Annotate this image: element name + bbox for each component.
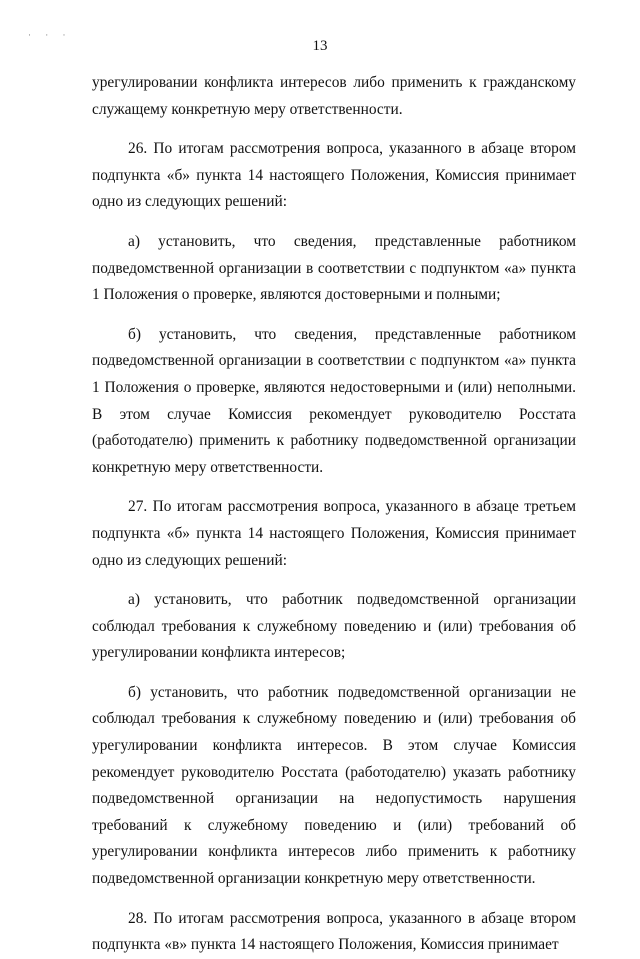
scan-artifact-icon: · · · [28,30,72,40]
paragraph-27-b: б) установить, что работник подведомственной организации не соблюдал требования к служебному поведению и (или) требования об урегулировании конфликта интересов. В этом случае Комиссия рекомендует руководителю Росстата (работодателю) указать работнику подведомственной организации на недопустимость нарушения требований к служебному поведению и (или) требований об урегулировании конфликта интересов либо применить к работнику подведомственной организации конкретную меру ответственности. [92,683,576,888]
paragraph-continuation: урегулировании конфликта интересов либо применить к гражданскому служащему конкретную меру ответственности. [92,74,576,118]
paragraph-28: 28. По итогам рассмотрения вопроса, указанного в абзаце втором подпункта «в» пункта 14 настоящего Положения, Комиссия принимает [92,909,576,954]
page-number: 13 [312,38,328,54]
paragraph-26-b: б) установить, что сведения, представленные работником подведомственной организации в соответствии с подпунктом «а» пункта 1 Положения о проверке, являются недостоверными и (или) неполными. В этом случае Комиссия рекомендует руководителю Росстата (работодателю) применить к работнику подведомственной организации конкретную меру ответственности. [92,325,576,476]
paragraph-26: 26. По итогам рассмотрения вопроса, указанного в абзаце втором подпункта «б» пункта 14 настоящего Положения, Комиссия принимает одно из следующих решений: [92,140,576,211]
document-body [92,70,576,959]
paragraph-27: 27. По итогам рассмотрения вопроса, указанного в абзаце третьем подпункта «б» пункта 14 настоящего Положения, Комиссия принимает одно из следующих решений: [92,498,576,569]
paragraph-26-a: а) установить, что сведения, представленные работником подведомственной организации в соответствии с подпунктом «а» пункта 1 Положения о проверке, являются достоверными и полными; [92,232,576,304]
paragraph-27-a: а) установить, что работник подведомственной организации соблюдал требования к служебному поведению и (или) требования об урегулировании конфликта интересов; [92,591,576,662]
